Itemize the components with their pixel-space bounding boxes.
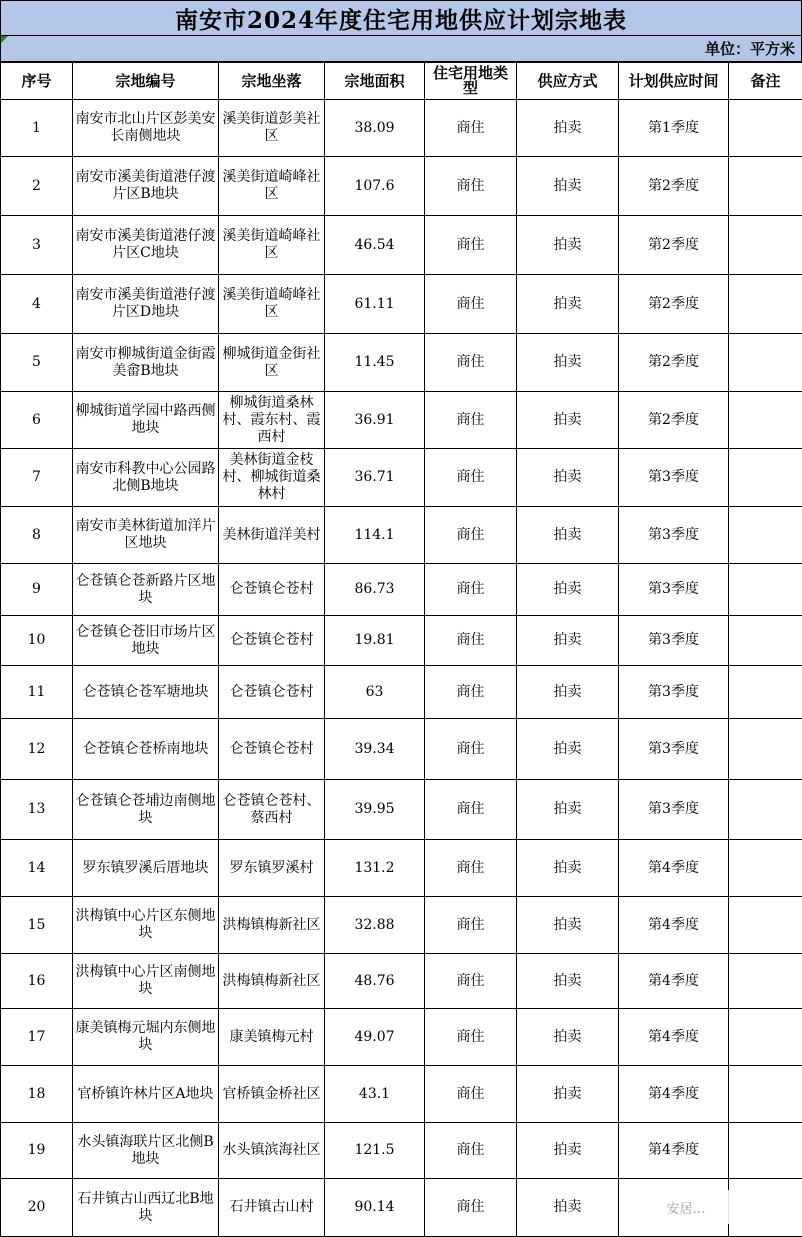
cell-type: 商住 [425,1009,517,1066]
cell-index: 11 [1,666,73,719]
table-row [1,449,802,507]
cell-location: 仑苍镇仑苍村、蔡西村 [219,780,325,840]
table-row [1,507,802,564]
cell-note [729,507,802,564]
cell-code: 罗东镇罗溪后厝地块 [73,840,219,897]
cell-location: 仑苍镇仑苍村 [219,564,325,616]
watermark: 安居… [640,1190,732,1224]
cell-time: 第4季度 [619,1009,729,1066]
cell-time: 第2季度 [619,334,729,392]
cell-type: 商住 [425,275,517,334]
cell-location: 罗东镇罗溪村 [219,840,325,897]
table-row [1,216,802,275]
cell-code: 南安市北山片区彭美安长南侧地块 [73,100,219,157]
cell-location: 仑苍镇仑苍村 [219,719,325,780]
cell-index: 16 [1,954,73,1009]
header-time: 计划供应时间 [619,63,729,100]
cell-index: 17 [1,1009,73,1066]
cell-method: 拍卖 [517,449,619,507]
cell-time: 第2季度 [619,157,729,216]
cell-note [729,157,802,216]
cell-note [729,666,802,719]
cell-area: 39.95 [325,780,425,840]
cell-location: 康美镇梅元村 [219,1009,325,1066]
cell-time: 第3季度 [619,719,729,780]
table-row [1,616,802,666]
cell-type: 商住 [425,507,517,564]
cell-method: 拍卖 [517,719,619,780]
cell-time: 第3季度 [619,449,729,507]
cell-code: 水头镇海联片区北侧B地块 [73,1123,219,1179]
cell-note [729,840,802,897]
cell-code: 南安市溪美街道港仔渡片区B地块 [73,157,219,216]
cell-area: 63 [325,666,425,719]
cell-index: 20 [1,1179,73,1237]
cell-time: 第4季度 [619,954,729,1009]
cell-area: 90.14 [325,1179,425,1237]
cell-time: 第2季度 [619,216,729,275]
cell-note [729,1066,802,1123]
cell-index: 8 [1,507,73,564]
cell-type: 商住 [425,954,517,1009]
cell-code: 洪梅镇中心片区南侧地块 [73,954,219,1009]
cell-method: 拍卖 [517,780,619,840]
unit-label: 单位：平方米 [705,38,795,59]
cell-code: 南安市科教中心公园路北侧B地块 [73,449,219,507]
cell-note [729,719,802,780]
cell-area: 107.6 [325,157,425,216]
cell-index: 9 [1,564,73,616]
table-row [1,840,802,897]
cell-location: 官桥镇金桥社区 [219,1066,325,1123]
cell-type: 商住 [425,392,517,449]
cell-time: 第2季度 [619,392,729,449]
cell-code: 南安市溪美街道港仔渡片区C地块 [73,216,219,275]
cell-type: 商住 [425,666,517,719]
cell-area: 11.45 [325,334,425,392]
table-row [1,157,802,216]
cell-index: 3 [1,216,73,275]
cell-note [729,1009,802,1066]
cell-note [729,449,802,507]
cell-code: 南安市柳城街道金街霞美畲B地块 [73,334,219,392]
table-row [1,275,802,334]
cell-type: 商住 [425,564,517,616]
land-plan-table [0,62,802,1237]
cell-method: 拍卖 [517,157,619,216]
table-row [1,780,802,840]
cell-method: 拍卖 [517,666,619,719]
cell-location: 水头镇滨海社区 [219,1123,325,1179]
cell-location: 溪美街道崎峰社区 [219,275,325,334]
cell-time: 第4季度 [619,1066,729,1123]
cell-code: 康美镇梅元堀内东侧地块 [73,1009,219,1066]
cell-error-marker-icon [1,36,8,43]
cell-type: 商住 [425,1123,517,1179]
table-row [1,897,802,954]
cell-method: 拍卖 [517,392,619,449]
cell-index: 5 [1,334,73,392]
cell-method: 拍卖 [517,216,619,275]
cell-note [729,780,802,840]
cell-method: 拍卖 [517,840,619,897]
cell-location: 洪梅镇梅新社区 [219,897,325,954]
cell-area: 43.1 [325,1066,425,1123]
cell-location: 石井镇古山村 [219,1179,325,1237]
cell-time: 第3季度 [619,780,729,840]
cell-index: 13 [1,780,73,840]
table-row [1,1009,802,1066]
cell-time: 第4季度 [619,840,729,897]
cell-note [729,897,802,954]
cell-index: 19 [1,1123,73,1179]
cell-area: 131.2 [325,840,425,897]
cell-area: 114.1 [325,507,425,564]
cell-location: 洪梅镇梅新社区 [219,954,325,1009]
table-row [1,666,802,719]
cell-method: 拍卖 [517,564,619,616]
header-index: 序号 [1,63,73,100]
cell-area: 86.73 [325,564,425,616]
cell-method: 拍卖 [517,1009,619,1066]
cell-note [729,954,802,1009]
cell-type: 商住 [425,897,517,954]
cell-code: 石井镇古山西辽北B地块 [73,1179,219,1237]
cell-area: 38.09 [325,100,425,157]
table-row [1,1123,802,1179]
cell-method: 拍卖 [517,897,619,954]
cell-note [729,100,802,157]
cell-note [729,334,802,392]
cell-type: 商住 [425,1066,517,1123]
cell-index: 18 [1,1066,73,1123]
cell-type: 商住 [425,334,517,392]
cell-type: 商住 [425,449,517,507]
header-area: 宗地面积 [325,63,425,100]
cell-method: 拍卖 [517,616,619,666]
cell-area: 36.71 [325,449,425,507]
cell-method: 拍卖 [517,507,619,564]
cell-time: 第3季度 [619,616,729,666]
cell-time: 第2季度 [619,275,729,334]
cell-location: 美林街道金枝村、柳城街道桑林村 [219,449,325,507]
cell-location: 柳城街道桑林村、霞东村、霞西村 [219,392,325,449]
cell-method: 拍卖 [517,100,619,157]
cell-location: 溪美街道崎峰社区 [219,216,325,275]
cell-type: 商住 [425,616,517,666]
cell-index: 15 [1,897,73,954]
cell-method: 拍卖 [517,334,619,392]
cell-area: 48.76 [325,954,425,1009]
cell-index: 6 [1,392,73,449]
table-row [1,334,802,392]
cell-area: 46.54 [325,216,425,275]
cell-area: 121.5 [325,1123,425,1179]
header-method: 供应方式 [517,63,619,100]
table-header-row [1,63,802,100]
cell-note [729,1123,802,1179]
cell-type: 商住 [425,780,517,840]
cell-code: 仑苍镇仑苍埔边南侧地块 [73,780,219,840]
cell-code: 官桥镇许林片区A地块 [73,1066,219,1123]
cell-index: 1 [1,100,73,157]
table-row [1,100,802,157]
cell-index: 12 [1,719,73,780]
cell-method: 拍卖 [517,954,619,1009]
cell-code: 仑苍镇仑苍旧市场片区地块 [73,616,219,666]
cell-code: 仑苍镇仑苍军塘地块 [73,666,219,719]
cell-area: 49.07 [325,1009,425,1066]
cell-code: 仑苍镇仑苍新路片区地块 [73,564,219,616]
table-row [1,954,802,1009]
cell-location: 柳城街道金街社区 [219,334,325,392]
cell-location: 仑苍镇仑苍村 [219,616,325,666]
cell-code: 柳城街道学园中路西侧地块 [73,392,219,449]
cell-type: 商住 [425,157,517,216]
cell-area: 19.81 [325,616,425,666]
cell-type: 商住 [425,1179,517,1237]
header-type: 住宅用地类型 [425,63,517,100]
cell-time: 第4季度 [619,1123,729,1179]
cell-note [729,216,802,275]
cell-note [729,1179,802,1237]
cell-type: 商住 [425,216,517,275]
cell-area: 36.91 [325,392,425,449]
header-note: 备注 [729,63,802,100]
cell-index: 7 [1,449,73,507]
cell-method: 拍卖 [517,275,619,334]
table-row [1,1066,802,1123]
cell-time: 第3季度 [619,507,729,564]
cell-location: 溪美街道崎峰社区 [219,157,325,216]
cell-note [729,275,802,334]
cell-location: 溪美街道彭美社区 [219,100,325,157]
cell-code: 南安市美林街道加洋片区地块 [73,507,219,564]
cell-index: 14 [1,840,73,897]
cell-type: 商住 [425,840,517,897]
cell-method: 拍卖 [517,1123,619,1179]
cell-time: 第1季度 [619,100,729,157]
cell-area: 61.11 [325,275,425,334]
cell-time: 第3季度 [619,564,729,616]
cell-location: 仑苍镇仑苍村 [219,666,325,719]
cell-index: 4 [1,275,73,334]
cell-type: 商住 [425,100,517,157]
cell-index: 10 [1,616,73,666]
table-row [1,564,802,616]
cell-code: 洪梅镇中心片区东侧地块 [73,897,219,954]
cell-method: 拍卖 [517,1066,619,1123]
table-row [1,392,802,449]
cell-time: 第4季度 [619,897,729,954]
header-code: 宗地编号 [73,63,219,100]
cell-area: 39.34 [325,719,425,780]
cell-code: 仑苍镇仑苍桥南地块 [73,719,219,780]
unit-row [0,36,802,62]
cell-method: 拍卖 [517,1179,619,1237]
cell-note [729,392,802,449]
cell-area: 32.88 [325,897,425,954]
cell-time: 第3季度 [619,666,729,719]
header-location: 宗地坐落 [219,63,325,100]
cell-location: 美林街道洋美村 [219,507,325,564]
cell-code: 南安市溪美街道港仔渡片区D地块 [73,275,219,334]
cell-note [729,564,802,616]
cell-note [729,616,802,666]
table-row [1,719,802,780]
cell-index: 2 [1,157,73,216]
cell-type: 商住 [425,719,517,780]
page-title: 南安市2024年度住宅用地供应计划宗地表 [0,0,802,36]
